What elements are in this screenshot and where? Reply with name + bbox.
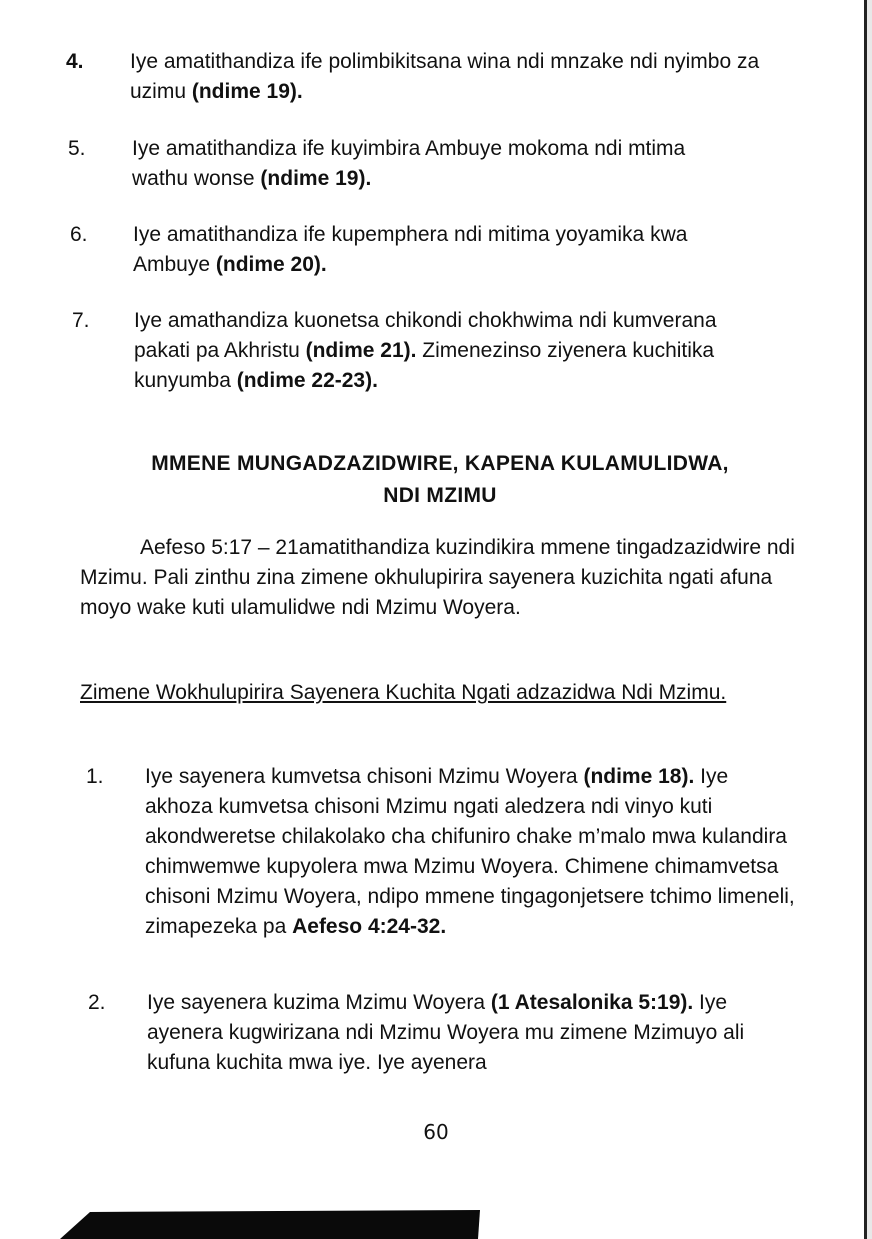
list-number: 7. — [72, 309, 90, 332]
list-number: 1. — [86, 765, 104, 788]
list-text: Iye sayenera kumvetsa chisoni Mzimu Woyera (ndime 18). Iye akhoza kumvetsa chisoni Mzimu ngati aledzera ndi vinyo kuti akondweretse chilakolako cha chifuniro chake m’malo mwa kulandira chimwemwe kupyolera mwa Mzimu Woyera. Chimene chimamvetsa chisoni Mzimu Woyera, ndipo mmene tingagonjetsere tchimo limeneli, zimapezeka pa Aefeso 4:24-32. — [145, 765, 795, 938]
scripture-reference: (ndime 19). — [260, 167, 372, 190]
list-number: 6. — [70, 223, 88, 246]
section-heading: MMENE MUNGADZAZIDWIRE, KAPENA KULAMULIDWA, NDI MZIMU — [151, 452, 729, 507]
scripture-reference: (ndime 20). — [215, 253, 327, 276]
list-text: Iye amathandiza kuonetsa chikondi chokhwima ndi kumverana pakati pa Akhristu (ndime 21). Zimenezinso ziyenera kuchitika kunyumba (ndime 22-23). — [134, 309, 717, 392]
list-number: 2. — [88, 991, 106, 1014]
scripture-reference: (ndime 18). — [583, 765, 695, 788]
page-number: 60 — [423, 1120, 449, 1144]
scripture-reference: (ndime 19). — [191, 80, 303, 103]
scripture-reference: (ndime 21). — [305, 339, 417, 362]
scan-bottom-bar — [60, 1210, 480, 1239]
list-text: Iye amatithandiza ife kupemphera ndi mitima yoyamika kwa Ambuye (ndime 20). — [133, 223, 688, 276]
list-number: 5. — [68, 137, 86, 160]
list-text: Iye amatithandiza ife kuyimbira Ambuye mokoma ndi mtima wathu wonse (ndime 19). — [132, 137, 686, 190]
scan-edge-shadow — [858, 0, 872, 1239]
list-number: 4. — [66, 50, 84, 73]
list-text: Iye sayenera kuzima Mzimu Woyera (1 Atesalonika 5:19). Iye ayenera kugwirizana ndi Mzimu Woyera mu zimene Mzimuyo ali kufuna kuchita mwa iye. Iye ayenera — [147, 991, 745, 1074]
scripture-reference: (ndime 22-23). — [236, 369, 378, 392]
body-paragraph: Aefeso 5:17 – 21amatithandiza kuzindikira mmene tingadzazidwire ndi Mzimu. Pali zinthu zina zimene okhulupirira sayenera kuzichita ngati afuna moyo wake kuti ulamulidwe ndi Mzimu Woyera. — [80, 536, 795, 619]
scripture-reference: (1 Atesalonika 5:19). — [490, 991, 694, 1014]
scripture-reference: Aefeso 4:24-32. — [292, 915, 447, 938]
subheading: Zimene Wokhulupirira Sayenera Kuchita Ngati adzazidwa Ndi Mzimu. — [80, 681, 727, 704]
list-text: Iye amatithandiza ife polimbikitsana wina ndi mnzake ndi nyimbo za uzimu (ndime 19). — [130, 50, 760, 103]
